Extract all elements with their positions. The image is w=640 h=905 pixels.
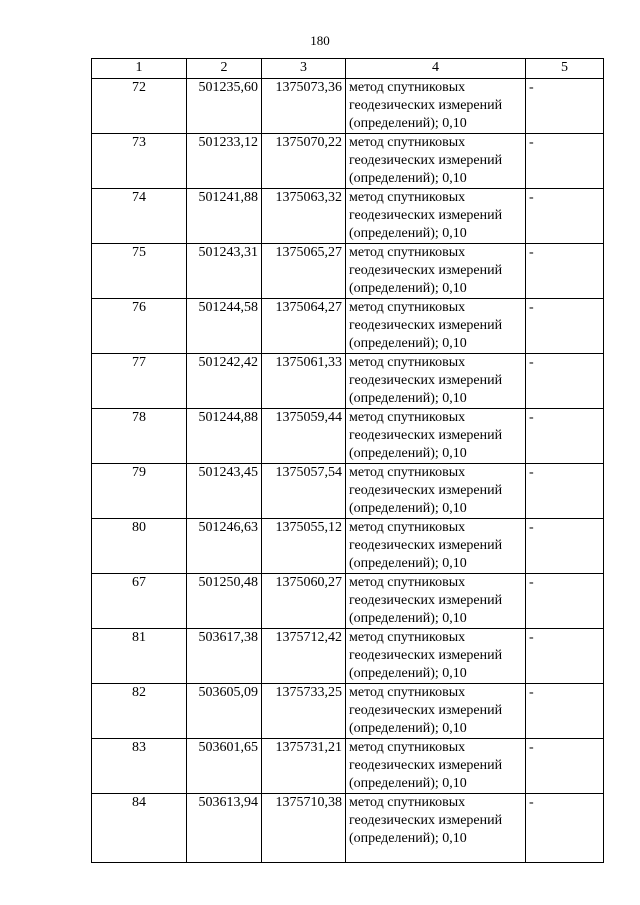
method-cell: метод спутниковых геодезических измерений (определений); 0,10	[346, 739, 526, 794]
point-number-cell: 67	[92, 574, 187, 629]
y-coordinate-cell: 1375070,22	[262, 134, 346, 189]
method-cell: метод спутниковых геодезических измерений (определений); 0,10	[346, 629, 526, 684]
method-cell: метод спутниковых геодезических измерений (определений); 0,10	[346, 189, 526, 244]
x-coordinate-cell: 501233,12	[187, 134, 262, 189]
point-number-cell: 75	[92, 244, 187, 299]
y-coordinate-cell: 1375065,27	[262, 244, 346, 299]
y-coordinate-cell: 1375064,27	[262, 299, 346, 354]
y-coordinate-cell: 1375073,36	[262, 79, 346, 134]
note-cell: -	[526, 409, 604, 464]
point-number-cell: 80	[92, 519, 187, 574]
y-coordinate-cell: 1375061,33	[262, 354, 346, 409]
column-header-4: 4	[346, 59, 526, 79]
column-header-3: 3	[262, 59, 346, 79]
x-coordinate-cell: 501244,58	[187, 299, 262, 354]
note-cell: -	[526, 134, 604, 189]
point-number-cell: 74	[92, 189, 187, 244]
table-row	[92, 794, 604, 863]
table-header-row	[92, 59, 604, 79]
point-number-cell: 83	[92, 739, 187, 794]
method-cell: метод спутниковых геодезических измерений (определений); 0,10	[346, 464, 526, 519]
x-coordinate-cell: 503601,65	[187, 739, 262, 794]
x-coordinate-cell: 503613,94	[187, 794, 262, 863]
note-cell: -	[526, 464, 604, 519]
column-header-5: 5	[526, 59, 604, 79]
y-coordinate-cell: 1375055,12	[262, 519, 346, 574]
table-row	[92, 574, 604, 629]
table-row	[92, 684, 604, 739]
table-row	[92, 739, 604, 794]
x-coordinate-cell: 501250,48	[187, 574, 262, 629]
table-row	[92, 629, 604, 684]
table-row	[92, 464, 604, 519]
table-row	[92, 244, 604, 299]
x-coordinate-cell: 501243,45	[187, 464, 262, 519]
note-cell: -	[526, 299, 604, 354]
table-row	[92, 354, 604, 409]
x-coordinate-cell: 503605,09	[187, 684, 262, 739]
x-coordinate-cell: 501241,88	[187, 189, 262, 244]
note-cell: -	[526, 794, 604, 863]
note-cell: -	[526, 189, 604, 244]
method-cell: метод спутниковых геодезических измерений (определений); 0,10	[346, 519, 526, 574]
table-row	[92, 409, 604, 464]
point-number-cell: 73	[92, 134, 187, 189]
note-cell: -	[526, 519, 604, 574]
note-cell: -	[526, 574, 604, 629]
y-coordinate-cell: 1375710,38	[262, 794, 346, 863]
x-coordinate-cell: 501244,88	[187, 409, 262, 464]
y-coordinate-cell: 1375731,21	[262, 739, 346, 794]
y-coordinate-cell: 1375712,42	[262, 629, 346, 684]
point-number-cell: 78	[92, 409, 187, 464]
point-number-cell: 76	[92, 299, 187, 354]
method-cell: метод спутниковых геодезических измерений (определений); 0,10	[346, 134, 526, 189]
x-coordinate-cell: 503617,38	[187, 629, 262, 684]
table-body	[92, 79, 604, 863]
method-cell: метод спутниковых геодезических измерений (определений); 0,10	[346, 299, 526, 354]
point-number-cell: 72	[92, 79, 187, 134]
method-cell: метод спутниковых геодезических измерений (определений); 0,10	[346, 409, 526, 464]
x-coordinate-cell: 501235,60	[187, 79, 262, 134]
table-row	[92, 134, 604, 189]
point-number-cell: 84	[92, 794, 187, 863]
y-coordinate-cell: 1375057,54	[262, 464, 346, 519]
table-row	[92, 519, 604, 574]
method-cell: метод спутниковых геодезических измерений (определений); 0,10	[346, 684, 526, 739]
note-cell: -	[526, 79, 604, 134]
coordinates-table	[91, 58, 604, 863]
y-coordinate-cell: 1375060,27	[262, 574, 346, 629]
note-cell: -	[526, 739, 604, 794]
method-cell: метод спутниковых геодезических измерений (определений); 0,10	[346, 79, 526, 134]
table-row	[92, 299, 604, 354]
column-header-2: 2	[187, 59, 262, 79]
note-cell: -	[526, 354, 604, 409]
method-cell: метод спутниковых геодезических измерений (определений); 0,10	[346, 794, 526, 863]
note-cell: -	[526, 684, 604, 739]
note-cell: -	[526, 629, 604, 684]
page-number: 180	[310, 33, 330, 48]
point-number-cell: 81	[92, 629, 187, 684]
note-cell: -	[526, 244, 604, 299]
method-cell: метод спутниковых геодезических измерений (определений); 0,10	[346, 244, 526, 299]
y-coordinate-cell: 1375059,44	[262, 409, 346, 464]
point-number-cell: 82	[92, 684, 187, 739]
y-coordinate-cell: 1375063,32	[262, 189, 346, 244]
table-row	[92, 79, 604, 134]
point-number-cell: 77	[92, 354, 187, 409]
point-number-cell: 79	[92, 464, 187, 519]
table-row	[92, 189, 604, 244]
method-cell: метод спутниковых геодезических измерений (определений); 0,10	[346, 354, 526, 409]
x-coordinate-cell: 501242,42	[187, 354, 262, 409]
column-header-1: 1	[92, 59, 187, 79]
method-cell: метод спутниковых геодезических измерений (определений); 0,10	[346, 574, 526, 629]
x-coordinate-cell: 501246,63	[187, 519, 262, 574]
y-coordinate-cell: 1375733,25	[262, 684, 346, 739]
x-coordinate-cell: 501243,31	[187, 244, 262, 299]
